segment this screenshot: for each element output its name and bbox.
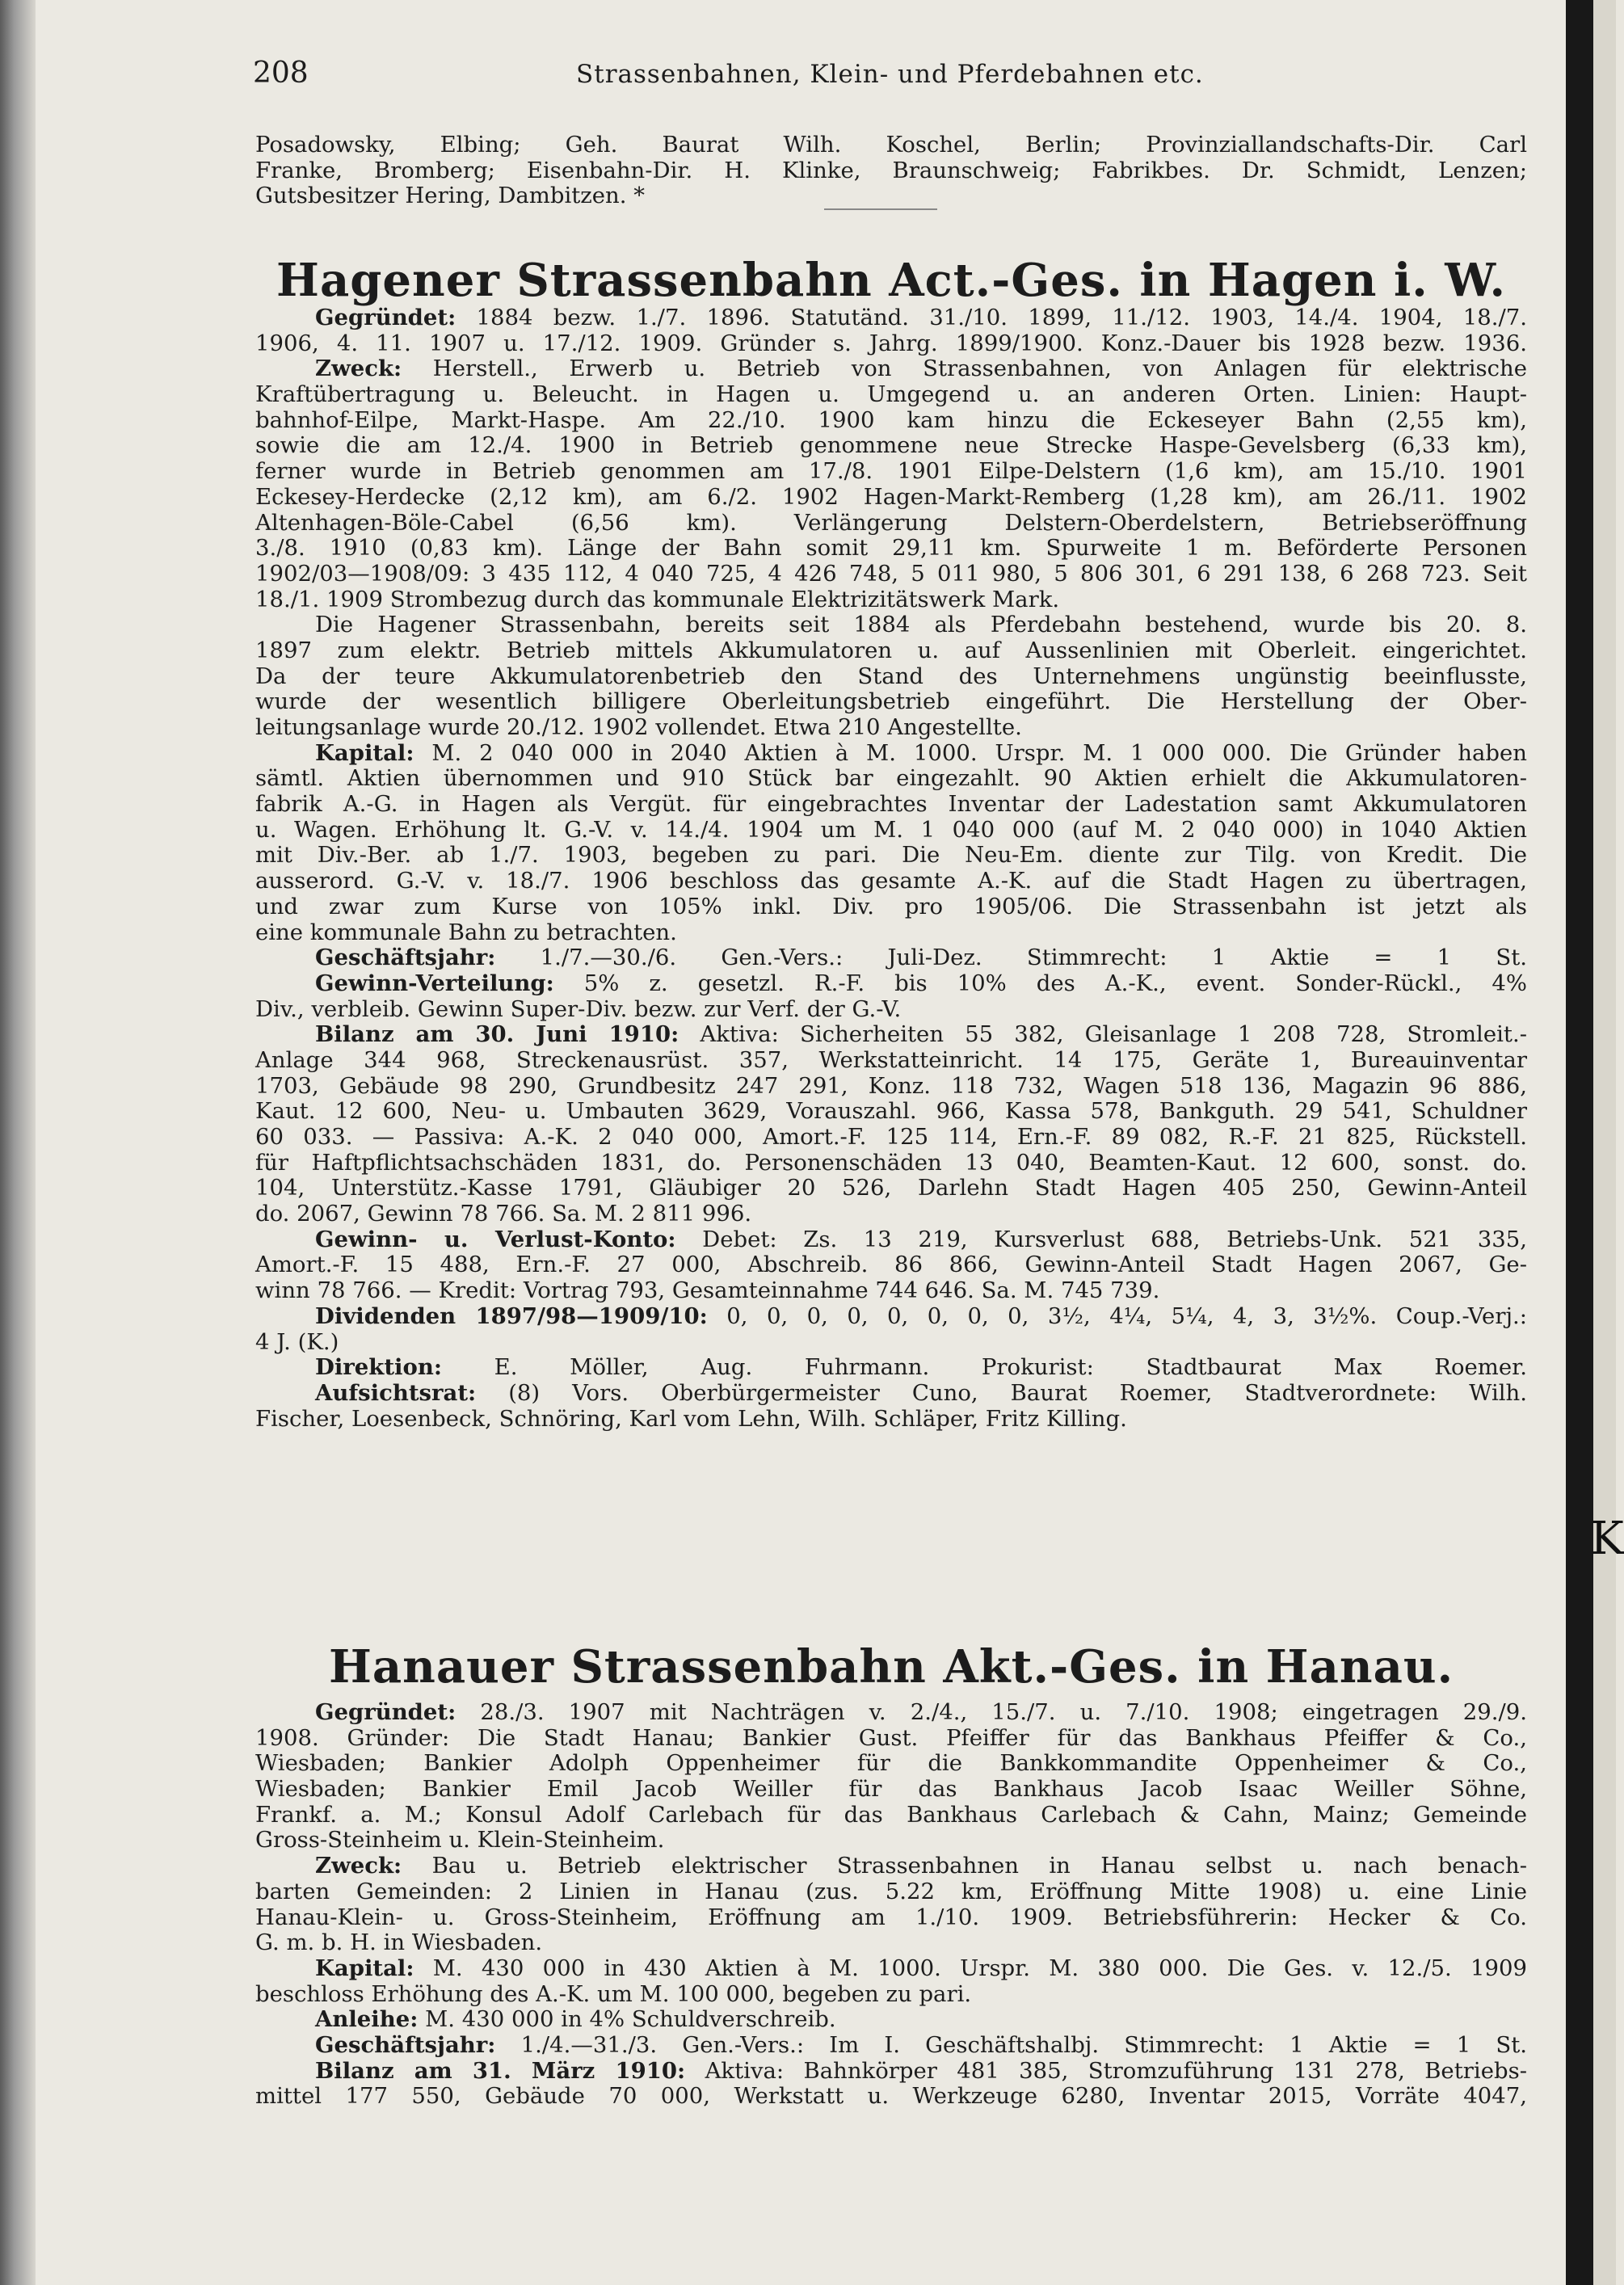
text-line (255, 741, 1527, 767)
field-text: barten Gemeinden: 2 Linien in Hanau (zus. 5.22 km, Eröffnung Mitte 1908) u. eine Linie (255, 1878, 1527, 1904)
text-line (255, 2007, 1527, 2033)
text-line (255, 485, 1527, 511)
field-text: 3./8. 1910 (0,83 km). Länge der Bahn somit 29,11 km. Spurweite 1 m. Beförderte Personen (255, 535, 1527, 562)
field-text: Kaut. 12 600, Neu- u. Umbauten 3629, Vorauszahl. 966, Kassa 578, Bankguth. 29 541, Schuldner (255, 1098, 1527, 1125)
text-line (255, 1879, 1527, 1905)
field-text: do. 2067, Gewinn 78 766. Sa. M. 2 811 996. (255, 1201, 752, 1227)
field-label: Aufsichtsrat: (315, 1379, 477, 1406)
text-line (255, 1956, 1527, 1982)
text-line (255, 1854, 1527, 1879)
text-line (255, 1074, 1527, 1100)
field-text: 0, 0, 0, 0, 0, 0, 0, 0, 3½, 4¼, 5¼, 4, 3, 3½%. Coup.-Verj.: (707, 1302, 1527, 1329)
field-text: M. 430 000 in 430 Aktien à M. 1000. Urspr. M. 380 000. Die Ges. v. 12./5. 1909 (414, 1955, 1527, 1981)
text-line (255, 689, 1527, 715)
field-text: 18./1. 1909 Strombezug durch das kommunale Elektrizitätswerk Mark. (255, 586, 1060, 612)
text-line: Posadowsky, Elbing; Geh. Baurat Wilh. Koschel, Berlin; Provinziallandschafts-Dir. Carl (255, 132, 1527, 158)
field-text: eine kommunale Bahn zu betrachten. (255, 919, 677, 945)
company-entry-hanau (255, 1700, 1527, 2110)
intro-text-block (255, 133, 1527, 209)
field-label: Direktion: (315, 1354, 442, 1381)
field-text: 1./7.—30./6. Gen.-Vers.: Juli-Dez. Stimmrecht: 1 Aktie = 1 St. (495, 945, 1527, 971)
text-line (255, 511, 1527, 537)
field-text: Fischer, Loesenbeck, Schnöring, Karl vom Lehn, Wilh. Schläper, Fritz Killing. (255, 1405, 1127, 1432)
text-line (255, 664, 1527, 690)
page-number: 208 (253, 57, 309, 90)
field-text: G. m. b. H. in Wiesbaden. (255, 1929, 543, 1956)
field-text: 28./3. 1907 mit Nachträgen v. 2./4., 15./7. u. 7./10. 1908; eingetragen 29./9. (456, 1699, 1527, 1725)
text-line (255, 408, 1527, 434)
running-title: Strassenbahnen, Klein- und Pferdebahnen etc. (576, 60, 1204, 89)
text-line (255, 945, 1527, 971)
field-text: 1897 zum elektr. Betrieb mittels Akkumulatoren u. auf Aussenlinien mit Oberleit. eingerichtet. (255, 637, 1527, 663)
field-text: für Haftpflichtsachschäden 1831, do. Personenschäden 13 040, Beamten-Kaut. 12 600, sonst. do. (255, 1149, 1527, 1176)
text-line (255, 1777, 1527, 1803)
field-text: beschloss Erhöhung des A.-K. um M. 100 000, begeben zu pari. (255, 1980, 972, 2007)
field-text: M. 2 040 000 in 2040 Aktien à M. 1000. Urspr. M. 1 000 000. Die Gründer haben (414, 739, 1527, 766)
field-text: M. 430 000 in 4% Schuldverschreib. (418, 2006, 836, 2033)
company-entry-hagen (255, 305, 1527, 1432)
field-text: mit Div.-Ber. ab 1./7. 1903, begeben zu pari. Die Neu-Em. diente zur Tilg. von Kredit. Die (255, 842, 1527, 869)
text-line (255, 356, 1527, 382)
text-line (255, 433, 1527, 459)
field-label: Kapital: (315, 739, 414, 766)
text-line (255, 1355, 1527, 1381)
section-separator (824, 208, 937, 210)
text-line (255, 459, 1527, 485)
field-text: (8) Vors. Oberbürgermeister Cuno, Baurat Roemer, Stadtverordnete: Wilh. (476, 1379, 1527, 1406)
field-text: 1./4.—31./3. Gen.-Vers.: Im I. Geschäftshalbj. Stimmrecht: 1 Aktie = 1 St. (495, 2031, 1527, 2058)
text-line (255, 638, 1527, 664)
field-text: Herstell., Erwerb u. Betrieb von Strassenbahnen, von Anlagen für elektrische (402, 356, 1527, 382)
text-line (255, 920, 1527, 946)
adjacent-page-letter: K (1590, 1513, 1624, 1565)
text-line (255, 1905, 1527, 1931)
field-label: Bilanz am 30. Juni 1910: (315, 1021, 679, 1048)
field-label: Geschäftsjahr: (315, 2031, 496, 2058)
field-text: Div., verbleib. Gewinn Super-Div. bezw. zur Verf. der G.-V. (255, 995, 902, 1022)
field-text: Anlage 344 968, Streckenausrüst. 357, Werkstatteinricht. 14 175, Geräte 1, Bureauinventar (255, 1046, 1527, 1073)
field-label: Geschäftsjahr: (315, 945, 496, 971)
field-text: E. Möller, Aug. Fuhrmann. Prokurist: Stadtbaurat Max Roemer. (441, 1354, 1527, 1381)
field-label: Dividenden 1897/98—1909/10: (315, 1302, 708, 1329)
field-label: Gegründet: (315, 305, 456, 330)
page-binding-shadow (0, 0, 36, 2285)
field-text: Debet: Zs. 13 219, Kursverlust 688, Betriebs-Unk. 521 335, (675, 1226, 1527, 1252)
text-line (255, 869, 1527, 894)
text-line (255, 612, 1527, 638)
field-text: Aktiva: Bahnkörper 481 385, Stromzuführung 131 278, Betriebs- (685, 2057, 1527, 2084)
text-line (255, 1151, 1527, 1176)
field-text: Kraftübertragung u. Beleucht. in Hagen u. Umgegend u. an anderen Orten. Linien: Haupt- (255, 381, 1527, 408)
text-line (255, 1125, 1527, 1151)
text-line (255, 1252, 1527, 1278)
text-line (255, 1381, 1527, 1407)
text-line (255, 382, 1527, 408)
field-text: 1906, 4. 11. 1907 u. 17./12. 1909. Gründer s. Jahrg. 1899/1900. Konz.-Dauer bis 1928 bezw. 1936. (255, 330, 1527, 356)
company-heading-hanau: Hanauer Strassenbahn Akt.-Ges. in Hanau. (328, 1640, 1454, 1694)
field-label: Gewinn- u. Verlust-Konto: (315, 1226, 676, 1252)
field-text: fabrik A.-G. in Hagen als Vergüt. für eingebrachtes Inventar der Ladestation samt Akkumulatoren (255, 791, 1527, 818)
field-label: Gegründet: (315, 1699, 456, 1725)
text-line (255, 1304, 1527, 1330)
field-text: mittel 177 550, Gebäude 70 000, Werkstatt u. Werkzeuge 6280, Inventar 2015, Vorräte 4047, (255, 2083, 1527, 2110)
text-line (255, 1803, 1527, 1828)
adjacent-page-edge (1593, 0, 1616, 2285)
text-line (255, 1726, 1527, 1752)
field-text: Bau u. Betrieb elektrischer Strassenbahnen in Hanau selbst u. nach benach- (402, 1853, 1527, 1879)
book-gutter (1566, 0, 1593, 2285)
text-line (255, 843, 1527, 869)
field-text: Die Hagener Strassenbahn, bereits seit 1884 als Pferdebahn bestehend, wurde bis 20. 8. (315, 612, 1527, 638)
text-line (255, 536, 1527, 562)
field-text: Altenhagen-Böle-Cabel (6,56 km). Verlängerung Delstern-Oberdelstern, Betriebseröffnung (255, 509, 1527, 536)
text-line (255, 1022, 1527, 1048)
text-line: Franke, Bromberg; Eisenbahn-Dir. H. Klinke, Braunschweig; Fabrikbes. Dr. Schmidt, Lenzen; (255, 157, 1527, 183)
field-text: 1884 bezw. 1./7. 1896. Statutänd. 31./10. 1899, 11./12. 1903, 14./4. 1904, 18./7. (456, 305, 1527, 330)
text-line (255, 305, 1527, 331)
field-label: Zweck: (315, 356, 402, 382)
field-label: Bilanz am 31. März 1910: (315, 2057, 686, 2084)
text-line (255, 1201, 1527, 1227)
field-text: Wiesbaden; Bankier Adolph Oppenheimer für die Bankkommandite Oppenheimer & Co., (255, 1750, 1527, 1777)
field-text: bahnhof-Eilpe, Markt-Haspe. Am 22./10. 1900 kam hinzu die Eckeseyer Bahn (2,55 km), (255, 406, 1527, 433)
text-line (255, 818, 1527, 844)
text-line (255, 715, 1527, 741)
field-text: Gross-Steinheim u. Klein-Steinheim. (255, 1827, 665, 1854)
field-text: ferner wurde in Betrieb genommen am 17./8. 1901 Eilpe-Delstern (1,6 km), am 15./10. 1901 (255, 458, 1527, 485)
text-line (255, 1700, 1527, 1726)
text-line (255, 1048, 1527, 1074)
running-header (253, 57, 1562, 97)
field-text: wurde der wesentlich billigere Oberleitungsbetrieb eingeführt. Die Herstellung der Ober- (255, 688, 1527, 715)
text-line (255, 1099, 1527, 1125)
field-text: und zwar zum Kurse von 105% inkl. Div. pro 1905/06. Die Strassenbahn ist jetzt als (255, 893, 1527, 919)
text-line (255, 766, 1527, 792)
text-line (255, 1278, 1527, 1304)
field-text: ausserord. G.-V. v. 18./7. 1906 beschloss das gesamte A.-K. auf die Stadt Hagen zu übertragen, (255, 868, 1527, 894)
text-line (255, 1330, 1527, 1356)
field-text: sämtl. Aktien übernommen und 910 Stück bar eingezahlt. 90 Aktien erhielt die Akkumulatoren- (255, 765, 1527, 792)
field-text: 5% z. gesetzl. R.-F. bis 10% des A.-K., event. Sonder-Rückl., 4% (553, 970, 1527, 996)
text-line (255, 331, 1527, 357)
field-text: 104, Unterstütz.-Kasse 1791, Gläubiger 20 526, Darlehn Stadt Hagen 405 250, Gewinn-Anteil (255, 1175, 1527, 1201)
field-text: 1908. Gründer: Die Stadt Hanau; Bankier Gust. Pfeiffer für das Bankhaus Pfeiffer & Co., (255, 1724, 1527, 1751)
field-text: Aktiva: Sicherheiten 55 382, Gleisanlage 1 208 728, Stromleit.- (679, 1021, 1527, 1048)
text-line (255, 1176, 1527, 1201)
field-label: Gewinn-Verteilung: (315, 970, 554, 996)
text-line (255, 1982, 1527, 2008)
field-text: Da der teure Akkumulatorenbetrieb den Stand des Unternehmens ungünstig beeinflusste, (255, 663, 1527, 689)
field-text: Hanau-Klein- u. Gross-Steinheim, Eröffnung am 1./10. 1909. Betriebsführerin: Hecker & Co. (255, 1904, 1527, 1930)
text-line (255, 1751, 1527, 1777)
text-line (255, 1407, 1527, 1433)
field-text: 1902/03—1908/09: 3 435 112, 4 040 725, 4 426 748, 5 011 980, 5 806 301, 6 291 138, 6 268 723. Seit (255, 560, 1527, 587)
text-line (255, 997, 1527, 1023)
field-label: Zweck: (315, 1853, 402, 1879)
field-text: winn 78 766. — Kredit: Vortrag 793, Gesamteinnahme 744 646. Sa. M. 745 739. (255, 1277, 1160, 1304)
text-line (255, 971, 1527, 997)
field-label: Kapital: (315, 1955, 414, 1981)
text-line (255, 2084, 1527, 2110)
field-text: Frankf. a. M.; Konsul Adolf Carlebach für das Bankhaus Carlebach & Cahn, Mainz; Gemeinde (255, 1801, 1527, 1828)
text-line (255, 587, 1527, 613)
field-text: Amort.-F. 15 488, Ern.-F. 27 000, Abschreib. 86 866, Gewinn-Anteil Stadt Hagen 2067, Ge- (255, 1252, 1527, 1278)
field-text: Eckesey-Herdecke (2,12 km), am 6./2. 1902 Hagen-Markt-Remberg (1,28 km), am 26./11. 1902 (255, 483, 1527, 510)
field-text: 4 J. (K.) (255, 1328, 339, 1355)
text-line (255, 1828, 1527, 1854)
text-line (255, 792, 1527, 818)
text-line (255, 1930, 1527, 1956)
field-text: leitungsanlage wurde 20./12. 1902 vollendet. Etwa 210 Angestellte. (255, 714, 1022, 740)
text-line (255, 2059, 1527, 2085)
text-line (255, 1227, 1527, 1253)
field-label: Anleihe: (315, 2006, 419, 2033)
text-line (255, 894, 1527, 920)
field-text: 60 033. — Passiva: A.-K. 2 040 000, Amort.-F. 125 114, Ern.-F. 89 082, R.-F. 21 825, Rückstell. (255, 1124, 1527, 1150)
field-text: Wiesbaden; Bankier Emil Jacob Weiller für das Bankhaus Jacob Isaac Weiller Söhne, (255, 1776, 1527, 1803)
text-line (255, 2033, 1527, 2059)
company-heading-hagen: Hagener Strassenbahn Act.-Ges. in Hagen i. W. (276, 254, 1506, 307)
field-text: sowie die am 12./4. 1900 in Betrieb genommene neue Strecke Haspe-Gevelsberg (6,33 km), (255, 432, 1527, 459)
field-text: 1703, Gebäude 98 290, Grundbesitz 247 291, Konz. 118 732, Wagen 518 136, Magazin 96 886, (255, 1072, 1527, 1099)
text-line (255, 562, 1527, 587)
text-line: Gutsbesitzer Hering, Dambitzen. * (255, 183, 646, 209)
field-text: u. Wagen. Erhöhung lt. G.-V. v. 14./4. 1904 um M. 1 040 000 (auf M. 2 040 000) in 1040 Aktien (255, 816, 1527, 843)
